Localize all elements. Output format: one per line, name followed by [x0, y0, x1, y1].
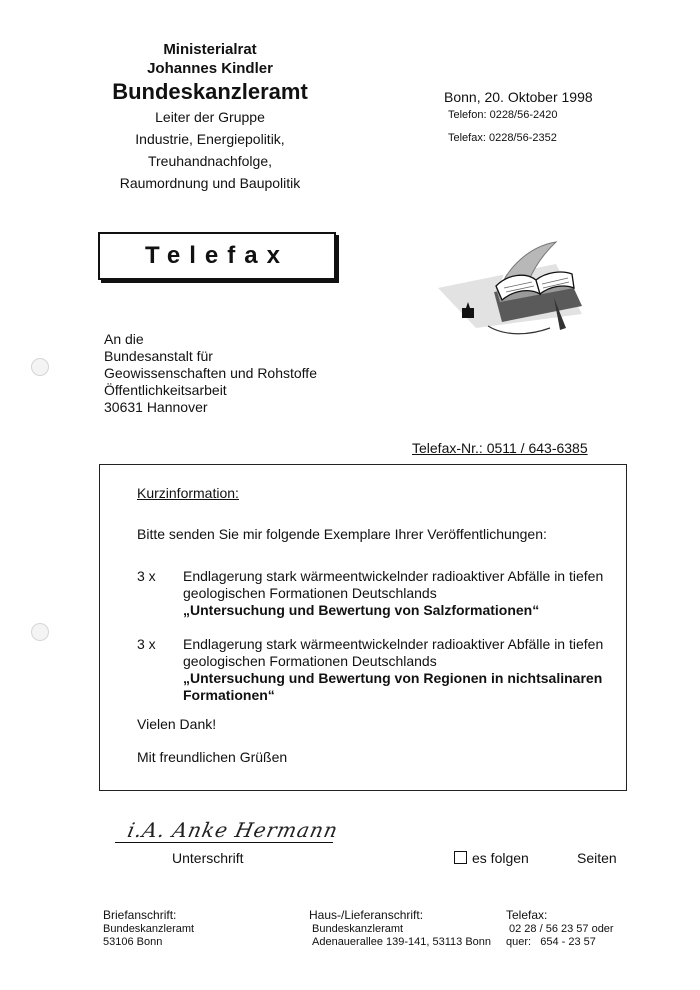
message-closing: Mit freundlichen Grüßen	[137, 749, 288, 765]
signature-label: Unterschrift	[172, 850, 244, 866]
sender-line: Treuhandnachfolge,	[147, 153, 273, 169]
recipient-line: Bundesanstalt für	[104, 348, 213, 364]
footer-line: 02 28 / 56 23 57 oder	[509, 923, 614, 935]
footer-line: 53106 Bonn	[103, 936, 163, 948]
footer-heading: Telefax:	[506, 908, 548, 922]
footer-postal-address	[103, 908, 194, 949]
sender-line: Industrie, Energiepolitik,	[135, 131, 285, 147]
recipient-fax-number: Telefax-Nr.: 0511 / 643-6385	[412, 440, 588, 456]
footer-fax	[506, 908, 614, 949]
book-icon	[438, 242, 582, 334]
message-thanks: Vielen Dank!	[137, 716, 217, 732]
recipient-line: Öffentlichkeitsarbeit	[104, 382, 227, 398]
recipient-line: 30631 Hannover	[104, 399, 208, 415]
footer-delivery-address	[309, 908, 491, 949]
recipient-address	[104, 331, 317, 416]
order-quantity: 3 x	[137, 636, 156, 652]
order-title: „Untersuchung und Bewertung von Salzformationen“	[183, 602, 540, 618]
handwritten-signature: i.A. Anke Hermann	[125, 818, 341, 842]
sender-block	[90, 40, 330, 194]
pages-label: Seiten	[577, 850, 617, 866]
footer-heading: Haus-/Lieferanschrift:	[309, 908, 424, 922]
order-quantity: 3 x	[137, 568, 156, 584]
order-item	[137, 636, 617, 704]
footer-line: Bundeskanzleramt	[103, 923, 195, 935]
recipient-line: An die	[104, 331, 144, 347]
order-title: „Untersuchung und Bewertung von Regionen in nichtsalinaren Formationen“	[183, 670, 603, 703]
footer-line: quer: 654 - 23 57	[506, 936, 596, 948]
footer-line: Adenauerallee 139-141, 53113 Bonn	[312, 936, 492, 948]
order-item	[137, 568, 617, 619]
message-intro: Bitte senden Sie mir folgende Exemplare Ihrer Veröffentlichungen:	[137, 526, 547, 542]
footer-line: Bundeskanzleramt	[312, 923, 404, 935]
sender-line: Leiter der Gruppe	[155, 109, 265, 125]
sender-org: Bundeskanzleramt	[112, 79, 308, 104]
message-heading: Kurzinformation:	[137, 485, 239, 501]
follow-pages-checkbox[interactable]	[454, 851, 467, 864]
order-description: geologischen Formationen Deutschlands	[183, 585, 437, 601]
telefax-heading: Telefax	[98, 232, 336, 280]
telefax-number: Telefax: 0228/56-2352	[448, 132, 557, 144]
contact-block	[444, 88, 593, 144]
order-description: geologischen Formationen Deutschlands	[183, 653, 437, 669]
punch-hole	[31, 623, 49, 641]
order-description: Endlagerung stark wärmeentwickelnder radioaktiver Abfälle in tiefen	[183, 568, 604, 584]
sender-name: Johannes Kindler	[147, 60, 273, 77]
footer-heading: Briefanschrift:	[103, 908, 177, 922]
follow-pages-label: es folgen	[472, 850, 529, 866]
order-description: Endlagerung stark wärmeentwickelnder radioaktiver Abfälle in tiefen	[183, 636, 604, 652]
punch-hole	[31, 358, 49, 376]
message-box	[99, 464, 627, 791]
signature-line	[115, 842, 333, 843]
book-illustration	[436, 236, 592, 348]
recipient-line: Geowissenschaften und Rohstoffe	[104, 365, 317, 381]
date: Bonn, 20. Oktober 1998	[444, 89, 593, 105]
sender-line: Raumordnung und Baupolitik	[119, 175, 301, 191]
telefon-number: Telefon: 0228/56-2420	[448, 109, 558, 121]
sender-title: Ministerialrat	[163, 41, 257, 58]
